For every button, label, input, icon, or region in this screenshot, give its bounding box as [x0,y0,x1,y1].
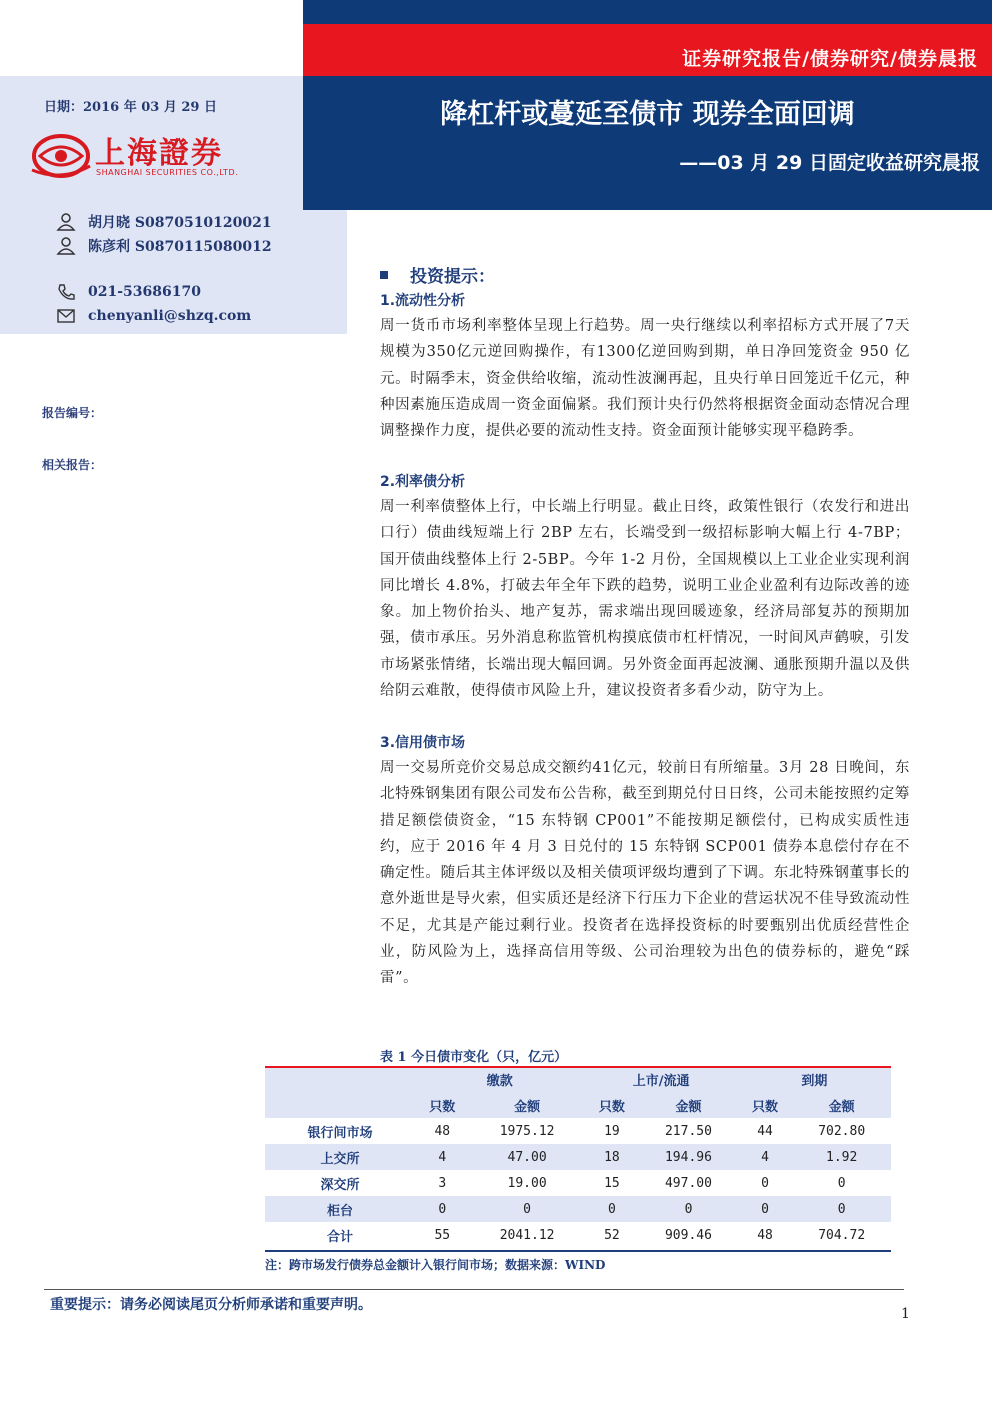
table-cell: 0 [792,1196,891,1222]
bullet-square-icon [380,271,388,279]
table-cell: 0 [761,1175,769,1191]
table-cell: 497.00 [664,1175,712,1191]
table-note: 注：跨市场发行债券总金额计入银行间市场；数据来源：WIND [265,1258,606,1272]
header-band-top [303,0,992,24]
row-label: 上交所 [265,1144,415,1170]
analyst-name: 胡月晓 S0870510120021 [88,215,272,231]
column-header: 只数 [415,1092,470,1118]
column-header: 金额 [792,1092,891,1118]
table-row [265,1196,891,1222]
section-heading: 2.利率债分析 [380,474,466,490]
column-header: 金额 [639,1092,738,1118]
table-sub-header [265,1092,891,1118]
person-icon [56,213,76,231]
table-cell: 702.80 [818,1123,866,1139]
group-header: 到期 [738,1066,891,1092]
table-title: 表 1 今日债市变化（只，亿元） [380,1050,568,1065]
table-cell: 0 [639,1196,738,1222]
related-reports-label: 相关报告： [42,458,103,472]
section-paragraph: 周一货币市场利率整体呈现上行趋势。周一央行继续以利率招标方式开展了7天规模为350亿元逆回购操作，有1300亿逆回购到期，单日净回笼资金 950 亿元。时隔季末，资金供给收缩，流动性波澜再起，且央行单日回笼近千亿元，种种因素施压造成周一资金面偏紧。我们预计央行仍然将根据资金面动态情况合理调整操作力度，提供必要的流动性支持。资金面预计能够实现平稳跨季。 [380,318,910,440]
table-cell: 4 [415,1144,470,1170]
table-cell: 1.92 [792,1144,891,1170]
table-cell: 217.50 [664,1123,712,1139]
row-label: 合计 [326,1229,353,1245]
table-cell: 47.00 [470,1144,585,1170]
logo [30,130,92,186]
table-row-total [265,1222,891,1248]
table-cell: 0 [470,1196,585,1222]
investment-tips-heading: 投资提示： [380,262,495,287]
table-cell: 52 [604,1227,620,1243]
table-row [265,1170,891,1196]
table-cell: 19.00 [507,1175,547,1191]
table-cell: 909.46 [664,1227,712,1243]
row-label: 柜台 [265,1196,415,1222]
logo-text-cn: 上海證券 [95,136,223,171]
table-cell: 48 [757,1227,773,1243]
table-row [265,1144,891,1170]
row-label: 银行间市场 [307,1125,373,1141]
report-number-label: 报告编号： [42,406,103,420]
page-subtitle: ——03 月 29 日固定收益研究晨报 [679,152,980,174]
table-row [265,1118,891,1144]
section-paragraph: 周一交易所竞价交易总成交额约41亿元，较前日有所缩量。3月 28 日晚间，东北特殊钢集团有限公司发布公告称，截至到期兑付日日终，公司未能按照约定筹措足额偿债资金，“15 东特钢 CP001”不能按期足额偿付，已构成实质性违约，应于 2016 年 4 月 3 日兑付的 15 东特钢 SCP001 债券本息偿付存在不确定性。随后其主体评级以及相关债项评级均遭到了下调。东北特殊钢董事长的意外逝世是导火索，但实质还是经济下行压力下企业的营运状况不佳导致流动性不足，尤其是产能过剩行业。投资者在选择投资标的时要甄别出优质经营性企业，防风险为上，选择高信用等级、公司治理较为出色的债券标的，避免“踩雷”。 [380,760,910,987]
section-heading: 3.信用债市场 [380,735,466,751]
report-series: 证券研究报告/债券研究/债券晨报 [682,48,978,70]
table-cell: 2041.12 [499,1227,555,1243]
email-row [56,307,251,325]
table-cell: 1975.12 [499,1123,555,1139]
phone-row [56,283,201,301]
row-label: 深交所 [320,1177,360,1193]
group-header: 上市/流通 [585,1066,738,1092]
email-address[interactable]: chenyanli@shzq.com [88,308,252,324]
bond-market-table [265,1066,891,1248]
table-cell: 18 [585,1144,640,1170]
table-cell: 3 [438,1175,447,1191]
table-cell: 19 [604,1123,620,1139]
analyst-name: 陈彦利 S0870115080012 [88,239,272,255]
table-cell: 48 [434,1123,451,1139]
table-cell: 0 [837,1175,846,1191]
person-icon [56,237,76,255]
group-header: 缴款 [415,1066,585,1092]
analyst-row [56,212,272,232]
page-title: 降杠杆或蔓延至债市 现券全面回调 [440,99,855,130]
logo-emblem-icon [30,130,92,182]
table-cell: 0 [738,1196,793,1222]
table-cell: 704.72 [818,1227,866,1243]
column-header: 金额 [470,1092,585,1118]
left-info-panel-extension [303,210,347,334]
table-cell: 0 [585,1196,640,1222]
mail-icon [56,307,76,325]
table-bottom-rule [265,1250,891,1252]
table-cell: 15 [604,1175,620,1191]
section-heading: 1.流动性分析 [380,293,466,309]
section-paragraph: 周一利率债整体上行，中长端上行明显。截止日终，政策性银行（农发行和进出口行）债曲线短端上行 2BP 左右，长端受到一级招标影响大幅上行 4-7BP；国开债曲线整体上行 2-5BP。今年 1-2 月份，全国规模以上工业企业实现利润同比增长 4.8%，打破去年全年下跌的趋势，说明工业企业盈利有边际改善的迹象。加上物价抬头、地产复苏，需求端出现回暖迹象，经济局部复苏的预期加强，债市承压。另外消息称监管机构摸底债市杠杆情况，一时间风声鹤唳，引发市场紧张情绪，长端出现大幅回调。另外资金面再起波澜、通胀预期升温以及供给阴云难散，使得债市风险上升，建议投资者多看少动，防守为上。 [380,499,910,700]
logo-text-en: SHANGHAI SECURITIES CO.,LTD. [96,168,239,177]
table-cell: 44 [757,1123,773,1139]
phone-number: 021-53686170 [88,284,201,300]
footer-divider [44,1289,904,1290]
footer-notice: 重要提示：请务必阅读尾页分析师承诺和重要声明。 [50,1297,372,1313]
column-header: 只数 [738,1092,793,1118]
table-cell: 0 [415,1196,470,1222]
table-cell: 194.96 [639,1144,738,1170]
phone-icon [56,283,76,301]
report-date: 日期：2016 年 03 月 29 日 [44,100,217,115]
table-cell: 4 [738,1144,793,1170]
analyst-row [56,236,272,256]
column-header: 只数 [585,1092,640,1118]
table-cell: 55 [434,1227,451,1243]
table-top-rule [265,1066,891,1068]
table-group-header [265,1066,891,1092]
page-number: 1 [901,1306,910,1322]
